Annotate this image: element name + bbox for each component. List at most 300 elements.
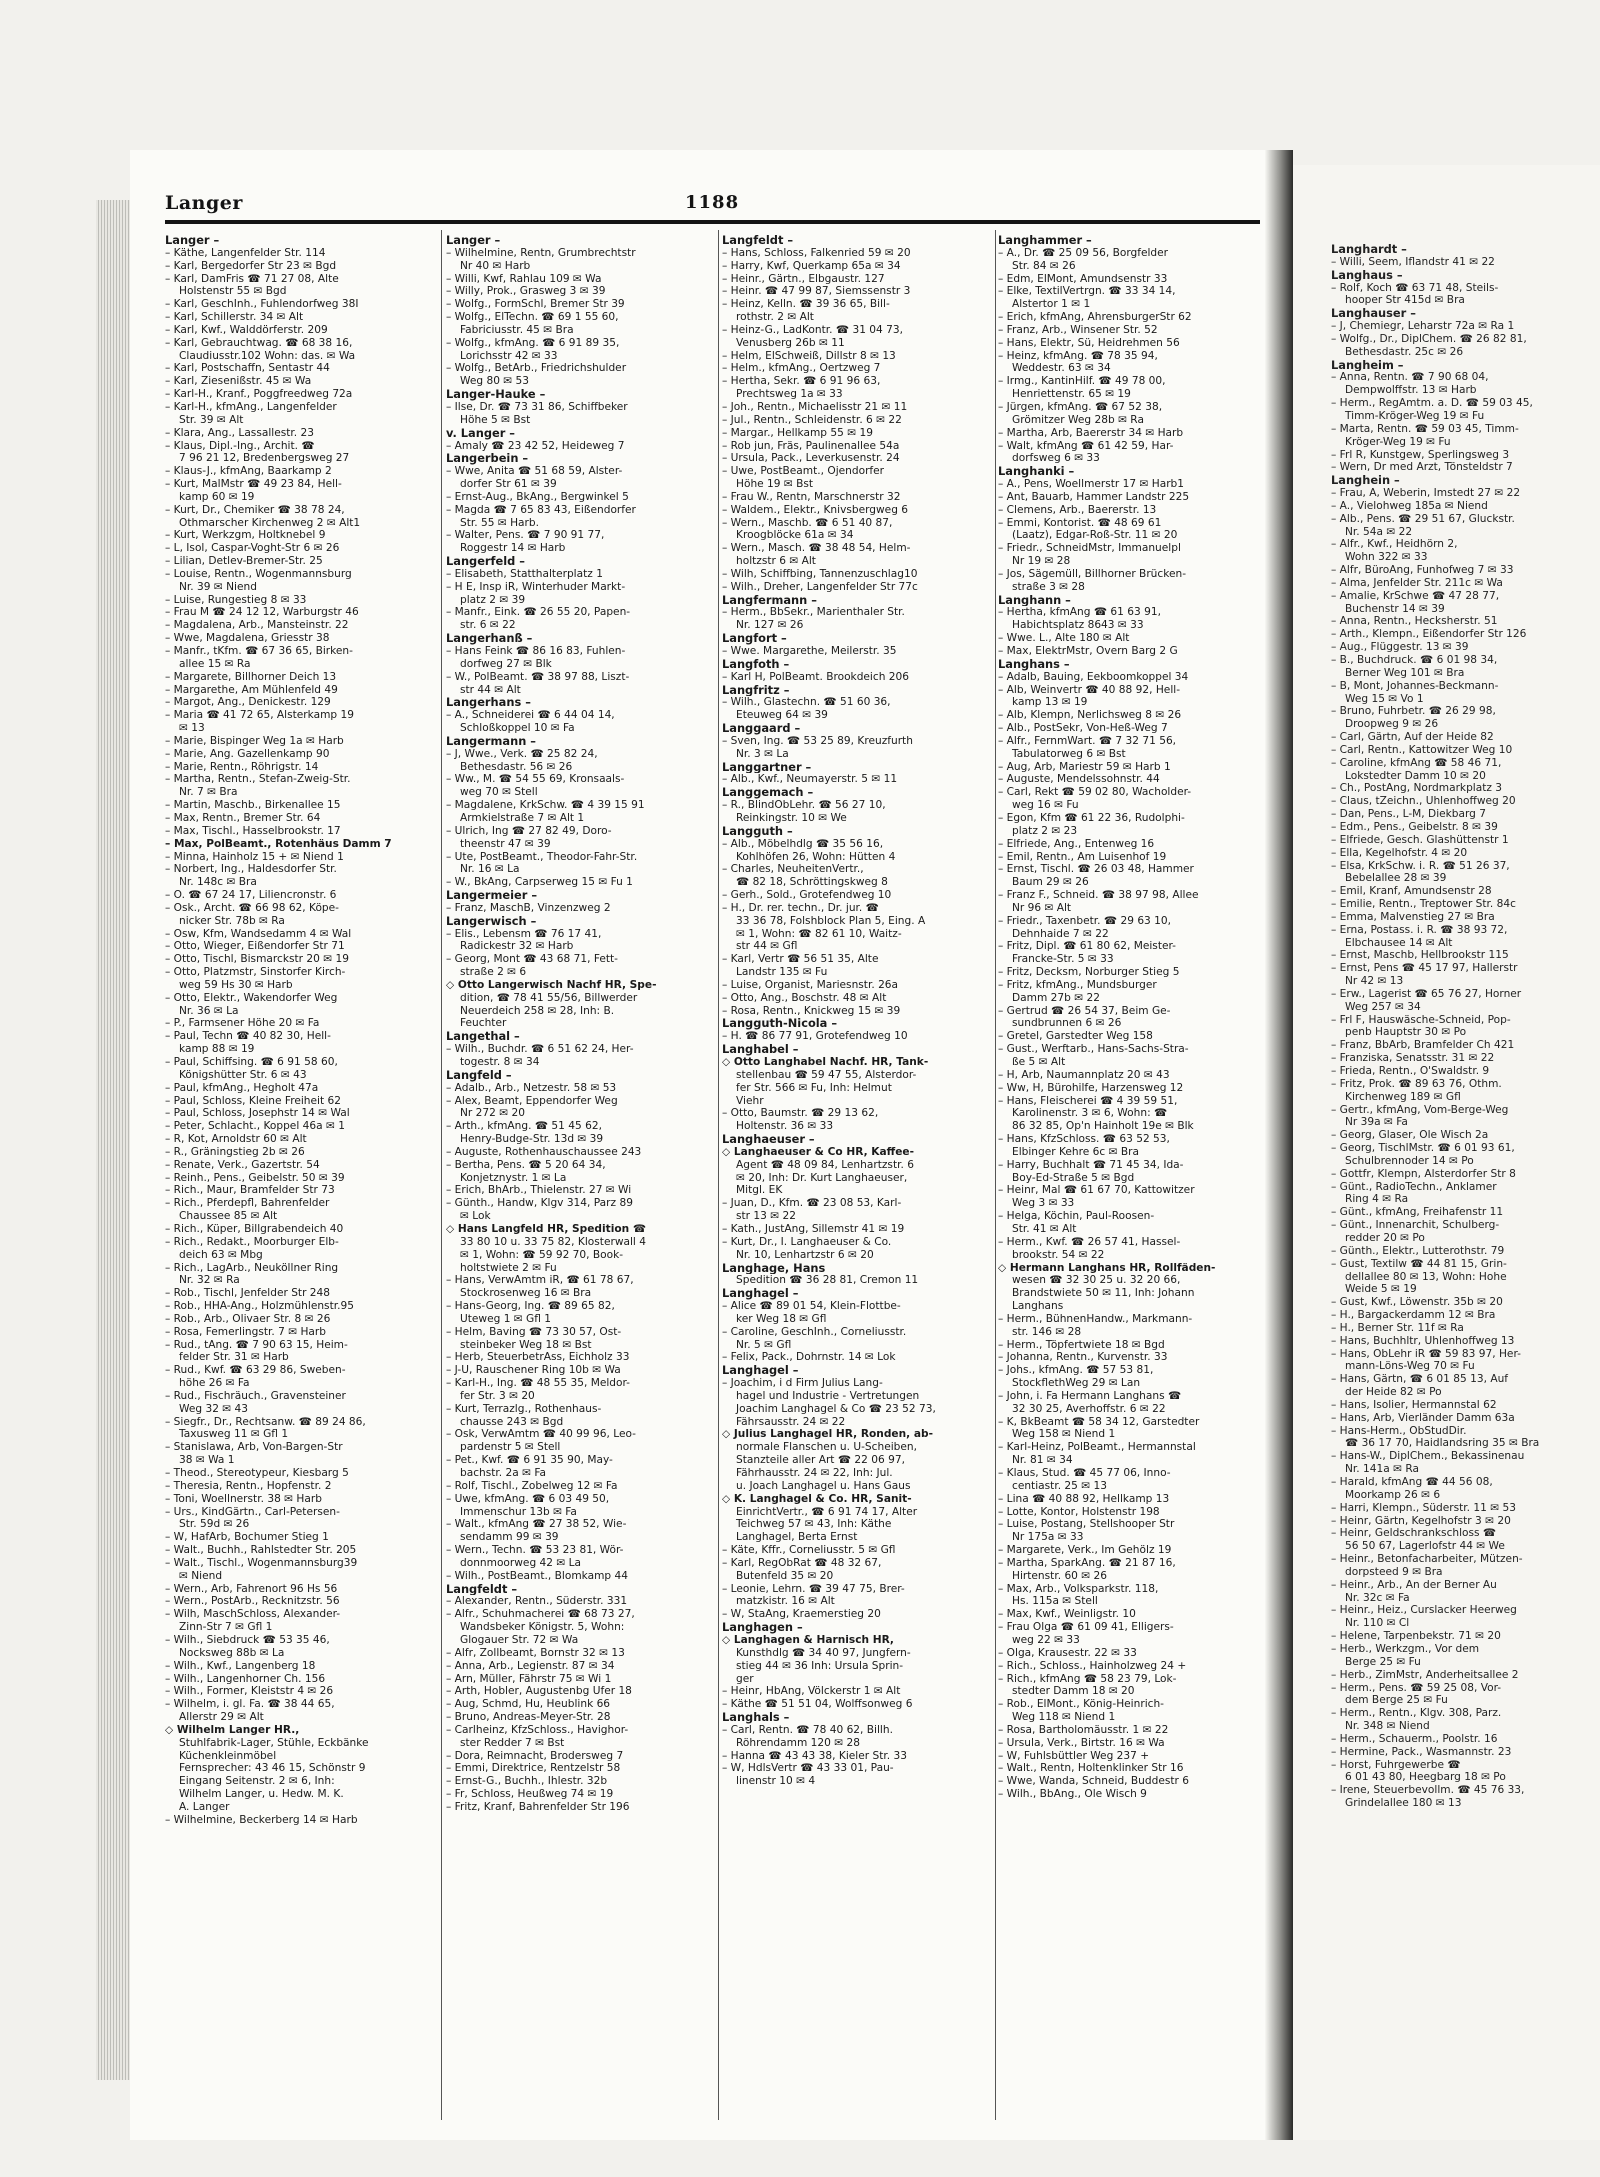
directory-entry: weg 59 Hs 30 ✉ Harb — [179, 978, 293, 991]
facing-page-entry: – Alb., Pens. ☎ 29 51 67, Gluckstr. — [1331, 512, 1515, 525]
facing-page-entry: Ring 4 ✉ Ra — [1345, 1193, 1409, 1206]
directory-entry: kamp 88 ✉ 19 — [179, 1043, 255, 1056]
directory-entry: – Alb., Möbelhdlg ☎ 35 56 16, — [722, 837, 884, 850]
directory-entry: – W., BkAng, Carpserweg 15 ✉ Fu 1 — [446, 876, 633, 889]
directory-entry: – Gertrud ☎ 26 54 37, Beim Ge- — [998, 1004, 1171, 1017]
directory-entry: – Hans, Schloss, Falkenried 59 ✉ 20 — [722, 246, 911, 259]
facing-page-entry: – Carl, Rentn., Kattowitzer Weg 10 — [1331, 743, 1513, 756]
directory-entry: Langhagen – — [722, 1621, 803, 1634]
directory-entry: – Walt., Tischl., Wogenmannsburg39 — [165, 1556, 358, 1569]
directory-entry: – Maria ☎ 41 72 65, Alsterkamp 19 — [165, 709, 354, 722]
running-head: Langer — [165, 192, 243, 214]
directory-entry: – Otto, Baumstr. ☎ 29 13 62, — [722, 1107, 879, 1120]
directory-entry: – Günth., Handw, Klgv 314, Parz 89 — [446, 1197, 633, 1210]
directory-entry: Nr. 39 ✉ Niend — [179, 580, 257, 593]
facing-page-entry: Langhardt – — [1331, 243, 1407, 256]
facing-page-column — [1331, 243, 1593, 1810]
directory-entry: – Georg, Mont ☎ 43 68 71, Fett- — [446, 953, 618, 966]
directory-entry: – Dora, Reimnacht, Brodersweg 7 — [446, 1749, 624, 1762]
directory-entry: str 13 ✉ 22 — [736, 1210, 796, 1223]
directory-entry: – Uwe, kfmAng. ☎ 6 03 49 50, — [446, 1492, 610, 1505]
directory-entry: – Wilh., Former, Kleiststr 4 ✉ 26 — [165, 1685, 334, 1698]
directory-entry: Langer – — [165, 234, 220, 247]
directory-entry: str. 146 ✉ 28 — [1012, 1325, 1082, 1338]
directory-entry: – Karl H, PolBeamt. Brookdeich 206 — [722, 670, 910, 683]
directory-entry: Dehnhaide 7 ✉ 22 — [1012, 927, 1109, 940]
directory-entry: – Heinz, Kelln. ☎ 39 36 65, Bill- — [722, 298, 890, 311]
directory-entry: Baum 29 ✉ 26 — [1012, 876, 1089, 889]
directory-entry: – Juan, D., Kfm. ☎ 23 08 53, Karl- — [722, 1197, 902, 1210]
directory-entry: – Rud., tAng. ☎ 7 90 63 15, Heim- — [165, 1338, 348, 1351]
directory-entry: Francke-Str. 5 ✉ 33 — [1012, 953, 1114, 966]
directory-entry: – Anna, Arb., Legienstr. 87 ✉ 34 — [446, 1659, 615, 1672]
directory-entry: – Hans Feink ☎ 86 16 83, Fuhlen- — [446, 645, 626, 657]
directory-entry: 33 80 10 u. 33 75 82, Klosterwall 4 — [460, 1235, 646, 1248]
directory-entry: – Alfr, Zollbeamt, Bornstr 32 ✉ 13 — [446, 1646, 625, 1659]
directory-entry: – Heinr., Gärtn., Elbgaustr. 127 — [722, 272, 885, 285]
directory-entry: – Frau M ☎ 24 12 12, Warburgstr 46 — [165, 606, 359, 619]
directory-entry: – Franz, Arb., Winsener Str. 52 — [998, 323, 1158, 336]
directory-entry: Kroogblöcke 61a ✉ 34 — [736, 529, 854, 542]
directory-entry: ◇ Hans Langfeld HR, Spedition ☎ — [446, 1222, 647, 1235]
directory-entry: Nr 19 ✉ 28 — [1012, 555, 1071, 568]
directory-entry: fer Str. 3 ✉ 20 — [460, 1389, 535, 1402]
directory-entry: allee 15 ✉ Ra — [179, 657, 251, 670]
directory-entry: Wilhelm Langer, u. Hedw. M. K. — [179, 1788, 344, 1801]
directory-entry: – Martha, Arb, Baererstr 34 ✉ Harb — [998, 426, 1184, 439]
directory-entry: – Frau W., Rentn, Marschnerstr 32 — [722, 490, 901, 503]
facing-page-entry: – Günt., kfmAng, Freihafenstr 11 — [1331, 1206, 1504, 1219]
directory-entry: Nr 272 ✉ 20 — [460, 1107, 525, 1120]
facing-page-entry: – Harald, kfmAng ☎ 44 56 08, — [1331, 1476, 1493, 1488]
directory-entry: – Max, Kwf., Weinligstr. 10 — [998, 1608, 1136, 1621]
directory-entry: – Käthe, Langenfelder Str. 114 — [165, 246, 326, 259]
directory-entry: – Leonie, Lehrn. ☎ 39 47 75, Brer- — [722, 1582, 905, 1595]
facing-page-entry: Droopweg 9 ✉ 26 — [1345, 718, 1439, 731]
directory-entry: Eteuweg 64 ✉ 39 — [736, 709, 828, 722]
facing-page-entry: – Gust, Kwf., Löwenstr. 35b ✉ 20 — [1331, 1296, 1503, 1309]
directory-entry: – Karl, Bergedorfer Str 23 ✉ Bgd — [165, 259, 337, 272]
directory-entry: – Paul, kfmAng., Hegholt 47a — [165, 1081, 319, 1094]
directory-entry: – Arn, Müller, Fährstr 75 ✉ Wi 1 — [446, 1672, 612, 1685]
directory-entry: – R, Kot, Arnoldstr 60 ✉ Alt — [165, 1133, 307, 1146]
directory-entry: Habichtsplatz 8643 ✉ 33 — [1012, 619, 1144, 632]
directory-entry: – Wilh., Kwf., Langenberg 18 — [165, 1659, 316, 1672]
directory-entry: pardenstr 5 ✉ Stell — [460, 1441, 561, 1454]
directory-entry: Langhann – — [998, 593, 1071, 607]
directory-entry: ker Weg 18 ✉ Gfl — [736, 1312, 827, 1325]
facing-page-entry: Bethesdastr. 25c ✉ 26 — [1345, 345, 1464, 358]
directory-entry: – R., Gräningstieg 2b ✉ 26 — [165, 1145, 305, 1158]
directory-entry: – Harry, Kwf, Querkamp 65a ✉ 34 — [722, 259, 901, 272]
directory-entry: – Marie, Ang. Gazellenkamp 90 — [165, 747, 330, 760]
directory-entry: höhe 26 ✉ Fa — [179, 1377, 250, 1390]
facing-page-entry: – Arth., Klempn., Eißendorfer Str 126 — [1331, 628, 1527, 641]
directory-entry: – Herm., Töpfertwiete 18 ✉ Bgd — [998, 1338, 1165, 1351]
facing-page-entry: – Irene, Steuerbevollm. ☎ 45 76 33, — [1331, 1784, 1525, 1797]
directory-entry: Fernsprecher: 43 46 15, Schönstr 9 — [179, 1762, 366, 1775]
directory-entry: – Max, PolBeamt., Rotenhäus Damm 7 — [165, 837, 392, 850]
directory-entry: – Emmi, Direktrice, Rentzelstr 58 — [446, 1762, 621, 1775]
directory-entry: – Lina ☎ 40 88 92, Hellkamp 13 — [998, 1492, 1170, 1505]
directory-entry: – Adalb., Arb., Netzestr. 58 ✉ 53 — [446, 1081, 617, 1094]
directory-entry: – Fritz, kfmAng., Mundsburger — [998, 978, 1157, 991]
directory-entry: Nr. 32 ✉ Ra — [179, 1274, 240, 1287]
directory-entry: ✉ 20, Inh: Dr. Kurt Langhaeuser, — [736, 1171, 908, 1184]
directory-entry: – Alb, Klempn, Nerlichsweg 8 ✉ 26 — [998, 709, 1182, 722]
directory-entry: – Klaus, Stud. ☎ 45 77 06, Inno- — [998, 1467, 1171, 1479]
directory-entry: Teichweg 57 ✉ 43, Inh: Käthe — [736, 1518, 892, 1531]
directory-entry: – H., Dr. rer. techn., Dr. jur. ☎ — [722, 901, 879, 914]
directory-entry: – Bertha, Pens. ☎ 5 20 64 34, — [446, 1158, 606, 1171]
directory-entry: Weg 118 ✉ Niend 1 — [1012, 1711, 1116, 1724]
directory-entry: – Auguste, Rothenhauschaussee 243 — [446, 1145, 642, 1158]
book-gutter — [1265, 150, 1293, 2140]
directory-entry: Kohlhöfen 26, Wohn: Hütten 4 — [736, 850, 896, 863]
directory-entry: StockflethWeg 29 ✉ Lan — [1012, 1377, 1141, 1390]
directory-entry: – Alb., Kwf., Neumayerstr. 5 ✉ 11 — [722, 773, 898, 786]
directory-entry: – Wilh., Buchdr. ☎ 6 51 62 24, Her- — [446, 1043, 634, 1056]
directory-entry: ✉ 13 — [179, 722, 205, 735]
directory-entry: Str. 59d ✉ 26 — [179, 1518, 250, 1531]
directory-entry: brookstr. 54 ✉ 22 — [1012, 1248, 1105, 1261]
directory-entry: – Wolfg., ElTechn. ☎ 69 1 55 60, — [446, 311, 619, 324]
directory-entry: – Herm., BbSekr., Marienthaler Str. — [722, 606, 905, 619]
directory-entry: – Manfr., Eink. ☎ 26 55 20, Papen- — [446, 606, 631, 619]
facing-page-entry: – Helene, Tarpenbekstr. 71 ✉ 20 — [1331, 1630, 1501, 1643]
directory-entry: – Otto, Ang., Boschstr. 48 ✉ Alt — [722, 991, 887, 1004]
directory-entry: – Martin, Maschb., Birkenallee 15 — [165, 799, 341, 812]
directory-entry: Höhe 19 ✉ Bst — [736, 478, 814, 491]
directory-entry: sendamm 99 ✉ 39 — [460, 1531, 559, 1544]
directory-entry: Prechtsweg 1a ✉ 33 — [736, 388, 843, 401]
directory-entry: – Magda ☎ 7 65 83 43, Eißendorfer — [446, 503, 636, 516]
directory-entry: – Margarete, Verk., Im Gehölz 19 — [998, 1544, 1172, 1557]
facing-page-entry: Weg 15 ✉ Vo 1 — [1345, 692, 1424, 705]
directory-entry: Langhagel, Berta Ernst — [736, 1531, 858, 1544]
directory-entry: – Ernst-Aug., BkAng., Bergwinkel 5 — [446, 490, 629, 503]
facing-page-entry: – Heinr., Betonfacharbeiter, Mützen- — [1331, 1553, 1523, 1566]
directory-entry: Nr. 3 ✉ La — [736, 747, 789, 760]
directory-entry: – Max, ElektrMstr, Overn Barg 2 G — [998, 645, 1178, 657]
facing-page-entry: – Anna, Rentn. ☎ 7 90 68 04, — [1331, 371, 1489, 384]
directory-entry: v. Langer – — [446, 426, 515, 440]
directory-entry: – Karl-Heinz, PolBeamt., Hermannstal — [998, 1441, 1196, 1454]
facing-page-entry: – Emma, Malvenstieg 27 ✉ Bra — [1331, 910, 1495, 923]
directory-entry: dorfsweg 6 ✉ 33 — [1012, 452, 1100, 465]
directory-entry: – Wilh., Glastechn. ☎ 51 60 36, — [722, 696, 891, 709]
directory-entry: – Paul, Schloss, Josephstr 14 ✉ Wal — [165, 1107, 350, 1120]
directory-entry: Armkielstraße 7 ✉ Alt 1 — [460, 811, 585, 824]
directory-entry: – John, i. Fa Hermann Langhans ☎ — [998, 1389, 1182, 1402]
directory-entry: – Rich., Schloss., Hainholzweg 24 + — [998, 1659, 1187, 1672]
directory-entry: Langer-Hauke – — [446, 388, 546, 401]
directory-entry: – Helm, Baving ☎ 73 30 57, Ost- — [446, 1325, 622, 1338]
directory-entry: holtstwiete 2 ✉ Fu — [460, 1261, 557, 1274]
directory-entry: – Rich., Pferdepfl, Bahrenfelder — [165, 1197, 330, 1210]
directory-entry: – Manfr., tKfm. ☎ 67 36 65, Birken- — [165, 645, 353, 657]
directory-entry: Boy-Ed-Straße 5 ✉ Bgd — [1012, 1171, 1135, 1184]
directory-entry: weg 70 ✉ Stell — [460, 786, 538, 799]
facing-page-entry: – Elsa, KrkSchw. i. R. ☎ 51 26 37, — [1331, 859, 1510, 872]
directory-entry: Langfritz – — [722, 683, 790, 697]
directory-entry: – J-U, Rauschener Ring 10b ✉ Wa — [446, 1364, 621, 1377]
directory-entry: Roggestr 14 ✉ Harb — [460, 542, 566, 555]
directory-entry: – Klaus-J., kfmAng, Baarkamp 2 — [165, 465, 332, 478]
directory-entry: dorfer Str 61 ✉ 39 — [460, 478, 557, 491]
facing-page-entry: Nr. 141a ✉ Ra — [1345, 1463, 1419, 1476]
directory-entry: – Martha, Rentn., Stefan-Zweig-Str. — [165, 773, 351, 786]
directory-entry: – Margarethe, Am Mühlenfeld 49 — [165, 683, 338, 696]
directory-entry: – Edm, ElMont, Amundsenstr 33 — [998, 272, 1168, 285]
directory-entry: – Ernst, Tischl. ☎ 26 03 48, Hammer — [998, 863, 1194, 876]
directory-entry: – Martha, SparkAng. ☎ 21 87 16, — [998, 1556, 1176, 1569]
directory-entry: – Rosa, Rentn., Knickweg 15 ✉ 39 — [722, 1004, 901, 1017]
directory-entry: Nr 175a ✉ 33 — [1012, 1531, 1084, 1544]
directory-entry: – Norbert, Ing., Haldesdorfer Str. — [165, 863, 337, 876]
facing-page-entry: – J, Chemiegr, Leharstr 72a ✉ Ra 1 — [1331, 320, 1515, 333]
directory-entry: Karolinenstr. 3 ✉ 6, Wohn: ☎ — [1012, 1107, 1168, 1120]
facing-page-entry: – Hans, Buchhltr, Uhlenhoffweg 13 — [1331, 1334, 1515, 1347]
facing-page — [1293, 165, 1600, 2140]
directory-entry: – Wilhelmine, Beckerberg 14 ✉ Harb — [165, 1813, 358, 1826]
directory-entry: – Franz, MaschB, Vinzenzweg 2 — [446, 901, 611, 914]
facing-page-entry: – Amalie, KrSchwe ☎ 47 28 77, — [1331, 589, 1500, 602]
directory-entry: Viehr — [736, 1094, 764, 1107]
directory-entry: ☎ 82 18, Schröttingskweg 8 — [736, 876, 888, 889]
directory-entry: (Laatz), Edgar-Roß-Str. 11 ✉ 20 — [1012, 529, 1178, 542]
facing-page-entry: – Rolf, Koch ☎ 63 71 48, Steils- — [1331, 281, 1499, 294]
directory-entry: – H. ☎ 86 77 91, Grotefendweg 10 — [722, 1030, 908, 1043]
page-header — [165, 192, 1260, 218]
directory-entry: – Klara, Ang., Lassallestr. 23 — [165, 426, 315, 439]
directory-entry: – W, StaAng, Kraemerstieg 20 — [722, 1608, 881, 1621]
directory-entry: – Arth., kfmAng. ☎ 51 45 62, — [446, 1120, 602, 1133]
facing-page-entry: – Hermine, Pack., Wasmannstr. 23 — [1331, 1745, 1512, 1758]
directory-entry: – Amaly ☎ 23 42 52, Heideweg 7 — [446, 439, 625, 452]
directory-entry: – Siegfr., Dr., Rechtsanw. ☎ 89 24 86, — [165, 1415, 366, 1428]
directory-entry: sundbrunnen 6 ✉ 26 — [1012, 1017, 1122, 1030]
directory-entry: – Hans, VerwAmtm iR, ☎ 61 78 67, — [446, 1274, 634, 1287]
directory-entry: – Wern., PostArb., Recknitzstr. 56 — [165, 1595, 340, 1608]
facing-page-entry: – Claus, tZeichn., Uhlenhoffweg 20 — [1331, 795, 1516, 808]
directory-entry: – Willi, Kwf, Rahlau 109 ✉ Wa — [446, 272, 602, 285]
directory-entry: Reinkingstr. 10 ✉ We — [736, 811, 847, 824]
directory-entry: linenstr 10 ✉ 4 — [736, 1775, 816, 1788]
directory-entry: Brandstwiete 50 ✉ 11, Inh: Johann — [1012, 1287, 1195, 1300]
directory-entry: – Ww., M. ☎ 54 55 69, Kronsaals- — [446, 773, 625, 786]
directory-entry: – Rosa, Femerlingstr. 7 ✉ Harb — [165, 1325, 327, 1338]
directory-entry: – Karl, Postschaffn, Sentastr 44 — [165, 362, 330, 375]
directory-entry: – Wolfg., FormSchl, Bremer Str 39 — [446, 298, 625, 311]
directory-entry: Langerbein – — [446, 452, 529, 466]
directory-entry: – Irmg., KantinHilf. ☎ 49 78 00, — [998, 375, 1166, 388]
directory-entry: – Emil, Rentn., Am Luisenhof 19 — [998, 850, 1167, 863]
directory-entry: Str. 55 ✉ Harb. — [460, 516, 539, 529]
page-number: 1188 — [685, 192, 740, 213]
directory-entry: Kunsthdlg ☎ 34 40 97, Jungfern- — [736, 1646, 911, 1659]
directory-entry: Nr. 36 ✉ La — [179, 1004, 239, 1017]
directory-entry: – Margot, Ang., Denickestr. 129 — [165, 696, 331, 709]
directory-entry: Küchenkleinmöbel — [179, 1749, 277, 1762]
directory-entry: – Hertha, Sekr. ☎ 6 91 96 63, — [722, 375, 881, 388]
directory-entry: – Helm, ElSchweiß, Dillstr 8 ✉ 13 — [722, 349, 896, 362]
directory-entry: – Wilh, Schiffbing, Tannenzuschlag10 — [722, 567, 918, 580]
directory-entry: – Rich., Küper, Billgrabendeich 40 — [165, 1222, 344, 1235]
directory-entry: – J, Wwe., Verk. ☎ 25 82 24, — [446, 747, 598, 760]
directory-entry: Henriettenstr. 65 ✉ 19 — [1012, 388, 1131, 401]
directory-entry: – Fritz, Decksm, Norburger Stieg 5 — [998, 966, 1180, 979]
directory-entry: Hirtenstr. 60 ✉ 26 — [1012, 1569, 1108, 1582]
directory-entry: – Kath., JustAng, Sillemstr 41 ✉ 19 — [722, 1222, 905, 1235]
directory-entry: – Minna, Hainholz 15 + ✉ Niend 1 — [165, 850, 344, 863]
facing-page-entry: dellallee 80 ✉ 13, Wohn: Hohe — [1345, 1270, 1507, 1283]
directory-entry: – Elfriede, Ang., Entenweg 16 — [998, 837, 1155, 850]
facing-page-entry: – Frl F, Hauswäsche-Schneid, Pop- — [1331, 1013, 1511, 1026]
directory-entry: – Franz F., Schneid. ☎ 38 97 98, Allee — [998, 889, 1199, 902]
directory-entry: ◇ Langhagen & Harnisch HR, — [722, 1633, 894, 1646]
directory-entry: – Rich., LagArb., Neuköllner Ring — [165, 1261, 339, 1274]
directory-entry: Str. 41 ✉ Alt — [1012, 1222, 1077, 1235]
facing-page-entry: hooper Str 415d ✉ Bra — [1345, 294, 1465, 307]
directory-entry: Chaussee 85 ✉ Alt — [179, 1210, 278, 1223]
directory-entry: Nr 96 ✉ Alt — [1012, 901, 1072, 914]
directory-entry: – Wwe, Anita ☎ 51 68 59, Alster- — [446, 465, 623, 478]
directory-entry: Langgaard – — [722, 722, 801, 735]
directory-entry: Langhagel – — [722, 1287, 799, 1301]
facing-page-entry: – Dan, Pens., L-M, Diekbarg 7 — [1331, 808, 1487, 821]
column-divider — [995, 230, 996, 2120]
directory-entry: – Lilian, Detlev-Bremer-Str. 25 — [165, 555, 323, 568]
directory-entry: – Carlheinz, KfzSchloss., Havighor- — [446, 1723, 629, 1736]
directory-entry: 38 ✉ Wa 1 — [179, 1454, 235, 1467]
directory-entry: Str. 84 ✉ 26 — [1012, 259, 1076, 272]
directory-entry: – Margarete, Billhorner Deich 13 — [165, 670, 337, 683]
facing-page-entry: Kirchenweg 189 ✉ Gfl — [1345, 1090, 1461, 1103]
facing-page-entry: Lokstedter Damm 10 ✉ 20 — [1345, 769, 1486, 782]
page-edge-strip — [96, 200, 130, 2080]
facing-page-entry: – Günt., Innenarchit, Schulberg- — [1331, 1219, 1500, 1232]
facing-page-entry: – Bruno, Fuhrbetr. ☎ 26 29 98, — [1331, 705, 1496, 718]
directory-entry: bachstr. 2a ✉ Fa — [460, 1467, 547, 1479]
facing-page-entry: – Elfriede, Gesch. Glashüttenstr 1 — [1331, 833, 1509, 846]
directory-entry: – Kurt, Werkzgm, Holtknebel 9 — [165, 529, 326, 542]
directory-entry: Langhans – — [998, 657, 1070, 671]
directory-entry: – Helga, Köchin, Paul-Roosen- — [998, 1210, 1155, 1223]
directory-entry: – Rosa, Bartholomäusstr. 1 ✉ 22 — [998, 1723, 1169, 1736]
directory-entry: kamp 13 ✉ 19 — [1012, 696, 1088, 709]
directory-entry: ße 5 ✉ Alt — [1012, 1056, 1066, 1068]
facing-page-entry: Nr. 54a ✉ 22 — [1345, 525, 1413, 538]
directory-entry: Alstertor 1 ✉ 1 — [1012, 298, 1091, 311]
directory-entry: – Osw, Kfm, Wandsedamm 4 ✉ Wal — [165, 927, 352, 940]
facing-page-entry: – Gertr., kfmAng, Vom-Berge-Weg — [1331, 1103, 1509, 1116]
facing-page-entry: der Heide 82 ✉ Po — [1345, 1386, 1442, 1399]
directory-entry: – Rich., Maur, Bramfelder Str 73 — [165, 1184, 335, 1197]
directory-entry: Immenschur 13b ✉ Fa — [460, 1505, 577, 1518]
directory-entry: – Hans, Elektr, Sü, Heidrehmen 56 — [998, 336, 1180, 349]
directory-entry: – Karl, RegObRat ☎ 48 32 67, — [722, 1556, 882, 1569]
directory-entry: – Alex, Beamt, Eppendorfer Weg — [446, 1094, 618, 1107]
directory-entry: – Wilhelm, i. gl. Fa. ☎ 38 44 65, — [165, 1698, 335, 1711]
directory-entry: 32 30 25, Averhoffstr. 6 ✉ 22 — [1012, 1402, 1166, 1415]
directory-entry: Langhans — [1012, 1300, 1064, 1313]
directory-entry: – Kurt, MalMstr ☎ 49 23 84, Hell- — [165, 478, 342, 491]
directory-entry: matzkistr. 16 ✉ Alt — [736, 1595, 835, 1608]
directory-entry: str. 6 ✉ 22 — [460, 619, 516, 632]
facing-page-entry: Berner Weg 101 ✉ Bra — [1345, 666, 1465, 679]
directory-entry: Mitgl. EK — [736, 1184, 783, 1197]
facing-page-entry: – A., Vielohweg 185a ✉ Niend — [1331, 499, 1488, 512]
directory-entry: – Harry, Buchhalt ☎ 71 45 34, Ida- — [998, 1158, 1184, 1171]
directory-entry: – Louise, Rentn., Wogenmannsburg — [165, 567, 352, 580]
directory-entry: – Käte, Kffr., Corneliusstr. 5 ✉ Gfl — [722, 1544, 896, 1557]
directory-entry: Langfort – — [722, 632, 787, 645]
directory-entry: – Magdalene, KrkSchw. ☎ 4 39 15 91 — [446, 799, 645, 812]
directory-entry: Allerstr 29 ✉ Alt — [179, 1711, 264, 1724]
directory-entry: – Wilh., Langenhorner Ch. 156 — [165, 1672, 326, 1685]
directory-entry: – Rud., Kwf. ☎ 63 29 86, Sweben- — [165, 1364, 346, 1377]
directory-entry: – Ilse, Dr. ☎ 73 31 86, Schiffbeker — [446, 400, 628, 413]
directory-entry: – Theod., Stereotypeur, Kiesbarg 5 — [165, 1467, 349, 1479]
directory-entry: theenstr 47 ✉ 39 — [460, 837, 551, 850]
directory-entry: – Kurt, Dr., Chemiker ☎ 38 78 24, — [165, 503, 345, 516]
header-rule — [165, 220, 1260, 224]
directory-entry: Stanzteile aller Art ☎ 22 06 97, — [736, 1454, 905, 1467]
directory-entry: donnmoorweg 42 ✉ La — [460, 1556, 582, 1569]
directory-entry: – Otto, Elektr., Wakendorfer Weg — [165, 991, 338, 1004]
facing-page-entry: – Ella, Kegelhofstr. 4 ✉ 20 — [1331, 846, 1468, 859]
directory-entry: togestr. 8 ✉ 34 — [460, 1056, 540, 1068]
directory-entry: – Aug, Schmd, Hu, Heublink 66 — [446, 1698, 611, 1711]
directory-entry: hagel und Industrie - Vertretungen — [736, 1389, 920, 1402]
facing-page-entry: Nr. 348 ✉ Niend — [1345, 1720, 1430, 1733]
directory-entry: – Alfr., Schuhmacherei ☎ 68 73 27, — [446, 1608, 635, 1621]
directory-entry: rothstr. 2 ✉ Alt — [736, 311, 814, 324]
directory-entry: Nocksweg 88b ✉ La — [179, 1646, 285, 1659]
facing-page-entry: – Gottfr, Klempn, Alsterdorfer Str 8 — [1331, 1167, 1516, 1180]
directory-entry: stellenbau ☎ 59 47 55, Alsterdor- — [736, 1068, 917, 1081]
directory-entry: – Paul, Schloss, Kleine Freiheit 62 — [165, 1094, 341, 1107]
directory-entry: – H, Arb, Naumannplatz 20 ✉ 43 — [998, 1068, 1170, 1081]
directory-entry: – A., Dr. ☎ 25 09 56, Borgfelder — [998, 246, 1169, 259]
directory-entry: – Joachim, i d Firm Julius Lang- — [722, 1377, 883, 1390]
facing-page-entry: – Frieda, Rentn., O'Swaldstr. 9 — [1331, 1065, 1490, 1077]
directory-entry: – Carl, Rekt ☎ 59 02 80, Wacholder- — [998, 786, 1192, 799]
directory-entry: 86 32 85, Op'n Hainholt 19e ✉ Blk — [1012, 1120, 1194, 1133]
directory-entry: Langgemach – — [722, 786, 814, 800]
facing-page-entry: – Hans, Arb, Vierländer Damm 63a — [1331, 1411, 1515, 1424]
facing-page-entry: – Fritz, Prok. ☎ 89 63 76, Othm. — [1331, 1077, 1502, 1090]
facing-page-entry: – Caroline, kfmAng ☎ 58 46 71, — [1331, 756, 1502, 769]
directory-entry: – Alice ☎ 89 01 54, Klein-Flottbe- — [722, 1300, 901, 1313]
directory-entry: – Walt., Rentn, Holtenklinker Str 16 — [998, 1762, 1184, 1775]
directory-entry: – Luise, Postang, Stellshooper Str — [998, 1518, 1175, 1531]
directory-entry: – W, HafArb, Bochumer Stieg 1 — [165, 1531, 329, 1544]
facing-page-entry: – Erw., Lagerist ☎ 65 76 27, Horner — [1331, 987, 1522, 1000]
directory-entry: Langhagel – — [722, 1364, 799, 1378]
directory-entry: – Peter, Schlacht., Koppel 46a ✉ 1 — [165, 1120, 345, 1133]
directory-entry: – Fr, Schloss, Heußweg 74 ✉ 19 — [446, 1788, 614, 1801]
directory-entry: – Herb, SteuerbetrAss, Eichholz 33 — [446, 1351, 630, 1364]
directory-entry: Wandsbeker Königstr. 5, Wohn: — [460, 1621, 625, 1634]
directory-entry: dorfweg 27 ✉ Blk — [460, 657, 552, 670]
directory-entry: Langhammer – — [998, 234, 1092, 247]
directory-entry: normale Flanschen u. U-Scheiben, — [736, 1441, 917, 1454]
directory-entry: weg 22 ✉ 33 — [1012, 1633, 1080, 1646]
directory-entry: – Fritz, Dipl. ☎ 61 80 62, Meister- — [998, 940, 1177, 953]
directory-entry: – Friedr., SchneidMstr, Immanuelpl — [998, 542, 1181, 555]
